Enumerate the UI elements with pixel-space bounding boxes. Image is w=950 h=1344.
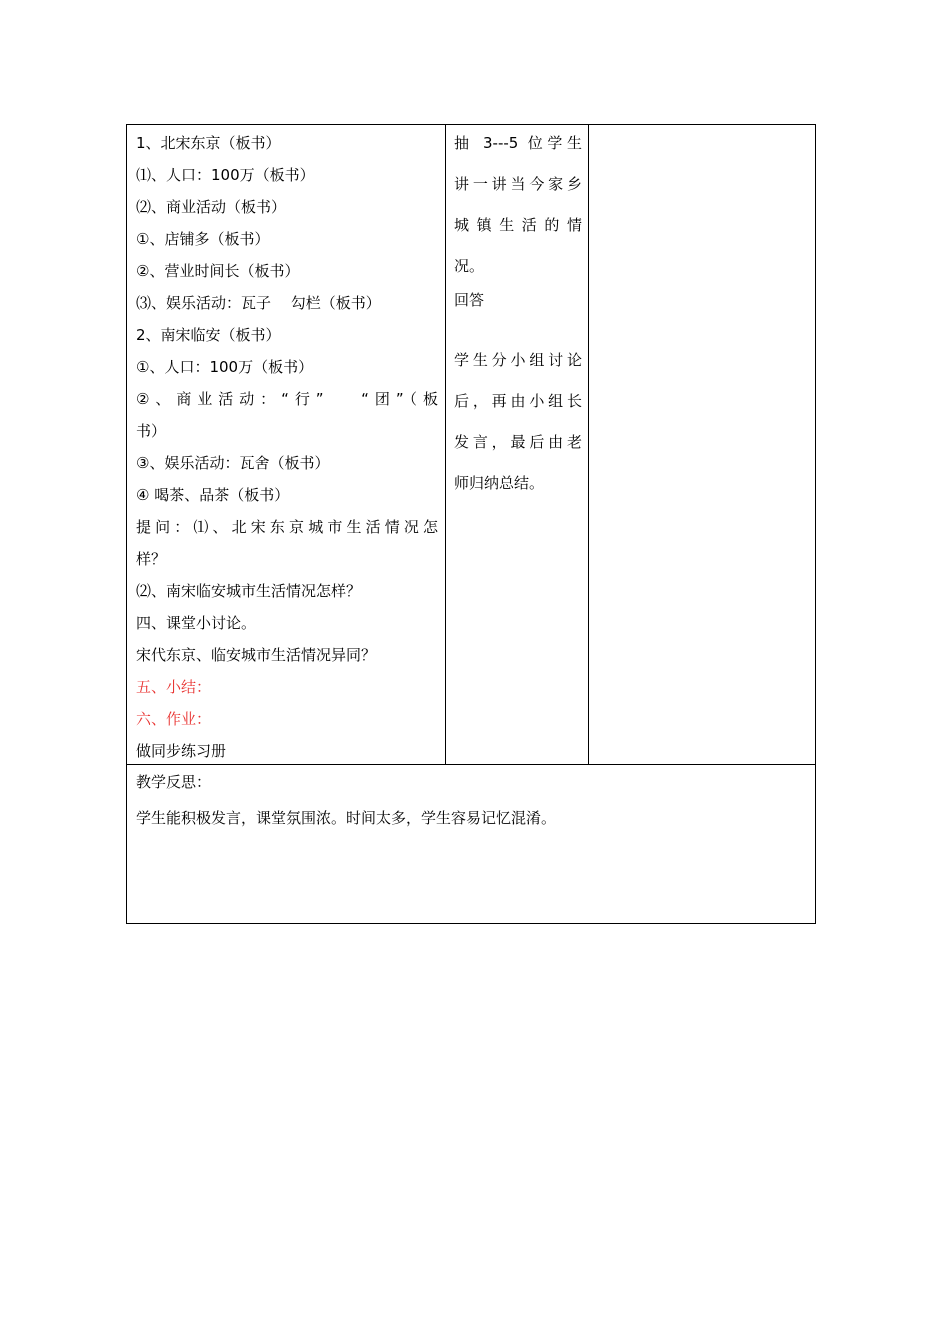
student-line: 城镇生活的情 <box>454 216 582 234</box>
student-line: 况。 <box>454 257 485 275</box>
content-line: ⑴、人口：100万（板书） <box>136 166 315 184</box>
student-answer: 回答 <box>454 291 485 309</box>
student-line: 师归纳总结。 <box>454 474 545 492</box>
content-line: ⑶、娱乐活动：瓦子 勾栏（板书） <box>136 294 381 312</box>
content-line: 提问：⑴、北宋东京城市生活情况怎 <box>136 518 438 536</box>
column-divider <box>588 125 589 765</box>
content-line: ①、人口：100万（板书） <box>136 358 314 376</box>
content-line: 1、北宋东京（板书） <box>136 134 281 152</box>
reflection-heading: 教学反思： <box>136 773 212 791</box>
reflection-cell <box>136 770 806 838</box>
student-line: 发言，最后由老 <box>454 433 582 451</box>
section-heading-summary: 五、小结： <box>136 678 212 696</box>
column-divider <box>445 125 446 765</box>
content-line: ⑵、南宋临安城市生活情况怎样？ <box>136 582 362 600</box>
section-heading: 四、课堂小讨论。 <box>136 614 257 632</box>
reflection-text: 学生能积极发言，课堂氛围浓。时间太多，学生容易记忆混淆。 <box>136 809 557 827</box>
content-line: 样？ <box>136 550 167 568</box>
teaching-content-cell <box>136 131 438 771</box>
student-line: 抽 3---5 位学生 <box>454 134 582 152</box>
content-line: 做同步练习册 <box>136 742 227 760</box>
content-line: 书） <box>136 422 167 440</box>
student-line: 学生分小组讨论 <box>454 351 582 369</box>
student-line: 讲一讲当今家乡 <box>454 175 582 193</box>
content-line: ①、店铺多（板书） <box>136 230 270 248</box>
content-line: ⑵、商业活动（板书） <box>136 198 287 216</box>
section-heading-homework: 六、作业： <box>136 710 212 728</box>
content-line: ③、娱乐活动：瓦舍（板书） <box>136 454 330 472</box>
student-line: 后，再由小组长 <box>454 392 582 410</box>
content-line: 宋代东京、临安城市生活情况异同？ <box>136 646 377 664</box>
content-line: ④ 喝茶、品茶（板书） <box>136 486 290 504</box>
content-line: ②、营业时间长（板书） <box>136 262 300 280</box>
content-line: ②、商业活动：“行” “团”（板 <box>136 390 438 408</box>
lesson-plan-table <box>126 124 816 924</box>
content-line: 2、南宋临安（板书） <box>136 326 281 344</box>
student-activity-cell <box>454 131 582 512</box>
